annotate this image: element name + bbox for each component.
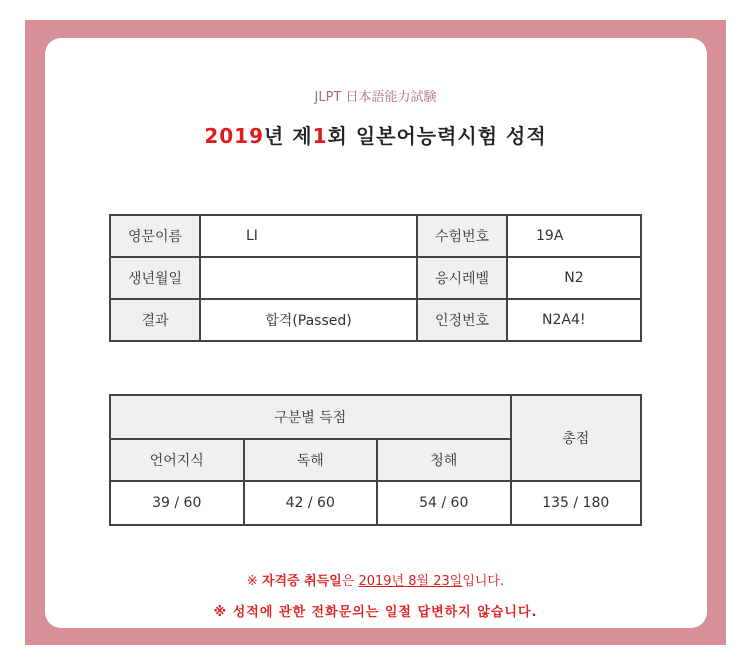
notice-cert-date bbox=[0, 570, 751, 589]
col-reading: 독해 bbox=[244, 439, 378, 481]
info-table bbox=[109, 214, 642, 342]
notice1-bold: 자격증 취득일 bbox=[261, 574, 342, 589]
score-listening: 54 / 60 bbox=[377, 481, 511, 525]
score-reading: 42 / 60 bbox=[244, 481, 378, 525]
notice1-suffix: 입니다. bbox=[462, 574, 505, 589]
score-table bbox=[109, 394, 642, 526]
table-row bbox=[110, 481, 641, 525]
birth-label: 생년월일 bbox=[110, 257, 200, 299]
total-header: 총점 bbox=[511, 395, 642, 481]
result-label: 결과 bbox=[110, 299, 200, 341]
title-part2: 회 일본어능력시험 성적 bbox=[327, 124, 547, 148]
notice1-mid: 은 bbox=[341, 574, 359, 589]
title-part1: 년 제 bbox=[264, 124, 313, 148]
col-language: 언어지식 bbox=[110, 439, 244, 481]
title-round: 1 bbox=[312, 124, 328, 148]
birth-value bbox=[200, 257, 417, 299]
notice1-prefix: ※ bbox=[246, 574, 262, 589]
level-label: 응시레벨 bbox=[417, 257, 507, 299]
table-row bbox=[110, 299, 641, 341]
cert-no-value: N2A4! bbox=[507, 299, 641, 341]
notice1-date: 2019년 8월 23일 bbox=[358, 574, 463, 589]
col-listening: 청해 bbox=[377, 439, 511, 481]
name-value: LI bbox=[200, 215, 417, 257]
title-year: 2019 bbox=[204, 124, 264, 148]
page-title bbox=[0, 120, 751, 149]
notice-phone: ※ 성적에 관한 전화문의는 일절 답변하지 않습니다. bbox=[213, 605, 538, 620]
table-row bbox=[110, 395, 641, 439]
section-header: 구분별 득점 bbox=[110, 395, 511, 439]
table-row bbox=[110, 215, 641, 257]
score-language: 39 / 60 bbox=[110, 481, 244, 525]
score-total: 135 / 180 bbox=[511, 481, 642, 525]
table-row bbox=[110, 257, 641, 299]
exam-no-value: 19A bbox=[507, 215, 641, 257]
result-value: 합격(Passed) bbox=[200, 299, 417, 341]
level-value: N2 bbox=[507, 257, 641, 299]
jlpt-subtitle: JLPT 日本語能力試験 bbox=[314, 90, 437, 105]
cert-no-label: 인정번호 bbox=[417, 299, 507, 341]
exam-no-label: 수험번호 bbox=[417, 215, 507, 257]
name-label: 영문이름 bbox=[110, 215, 200, 257]
